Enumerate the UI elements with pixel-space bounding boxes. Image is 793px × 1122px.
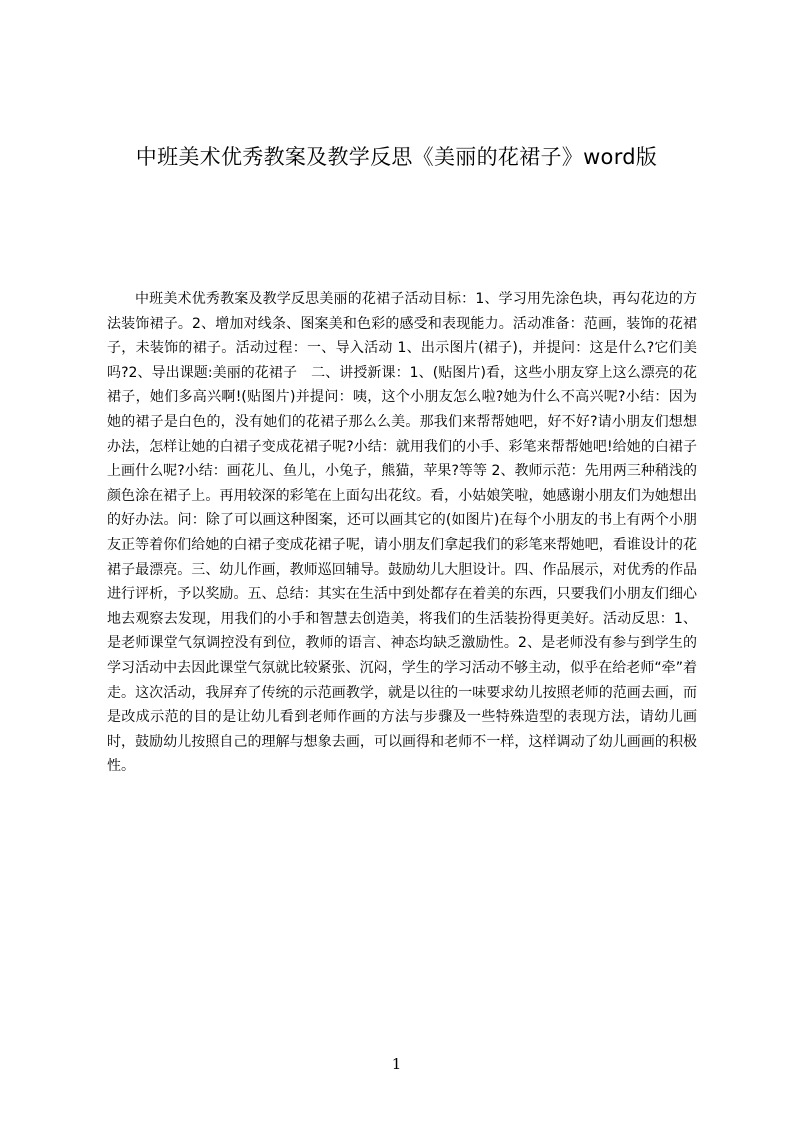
page-number: 1 [391, 1055, 402, 1073]
document-title: 中班美术优秀教案及教学反思《美丽的花裙子》word版 [135, 145, 658, 169]
body-paragraph: 中班美术优秀教案及教学反思美丽的花裙子活动目标：1、学习用先涂色块，再勾花边的方法装饰裙子。2、增加对线条、图案美和色彩的感受和表现能力。活动准备：范画，装饰的花裙子，未装饰的裙子。活动过程：一、导入活动 1、出示图片(裙子)，并提问：这是什么?它们美吗?2、导出课题:美丽的花裙子 二、讲授新课：1、(贴图片)看，这些小朋友穿上这么漂亮的花裙子，她们多高兴啊!(贴图片)并提问：咦，这个小朋友怎么啦?她为什么不高兴呢?小结：因为她的裙子是白色的，没有她们的花裙子那么么美。那我们来帮帮她吧，好不好?请小朋友们想想办法，怎样让她的白裙子变成花裙子呢?小结：就用我们的小手、彩笔来帮帮她吧!给她的白裙子上画什么呢?小结：画花儿、鱼儿，小兔子，熊猫，苹果?等等 2、教师示范：先用两三种稍浅的颜色涂在裙子上。再用较深的彩笔在上面勾出花纹。看，小姑娘笑啦，她感谢小朋友们为她想出的好办法。问：除了可以画这种图案，还可以画其它的(如图片)在每个小朋友的书上有两个小朋友正等着你们给她的白裙子变成花裙子呢，请小朋友们拿起我们的彩笔来帮她吧，看谁设计的花裙子最漂亮。三、幼儿作画，教师巡回辅导。鼓励幼儿大胆设计。四、作品展示，对优秀的作品进行评析，予以奖励。五、总结：其实在生活中到处都存在着美的东西，只要我们小朋友们细心地去观察去发现，用我们的小手和智慧去创造美，将我们的生活装扮得更美好。活动反思：1、是老师课堂气氛调控没有到位，教师的语言、神态均缺乏激励性。2、是老师没有参与到学生的学习活动中去因此课堂气氛就比较紧张、沉闷，学生的学习活动不够主动，似乎在给老师“牵”着走。这次活动，我屏弃了传统的示范画教学，就是以往的一味要求幼儿按照老师的范画去画，而是改成示范的目的是让幼儿看到老师作画的方法与步骤及一些特殊造型的表现方法，请幼儿画时，鼓励幼儿按照自己的理解与想象去画，可以画得和老师不一样，这样调动了幼儿画画的积极性。 [107, 291, 697, 775]
